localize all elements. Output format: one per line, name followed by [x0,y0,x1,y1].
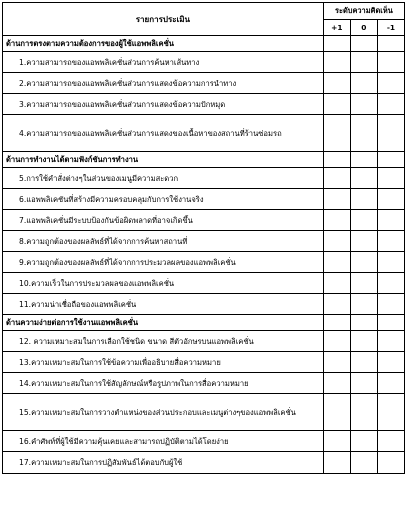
score-cell [323,294,350,315]
score-cell [377,273,404,294]
score-cell [350,315,377,331]
score-cell [323,152,350,168]
item-16: 16.คำศัพท์ที่ผู้ใช้มีความคุ้นเคยและสามารถปฏิบัติตามได้โดยง่าย [3,431,324,452]
score-cell [350,252,377,273]
score-cell [350,331,377,352]
score-cell [377,252,404,273]
score-cell [377,94,404,115]
score-cell [323,210,350,231]
score-cell [350,394,377,431]
score-cell [377,52,404,73]
item-7: 7.แอพพลิเคชั่นมีระบบป้องกันข้อผิดพลาดที่อาจเกิดขึ้น [3,210,324,231]
score-cell [377,315,404,331]
score-cell [323,373,350,394]
score-cell [350,431,377,452]
score-cell [350,231,377,252]
score-cell [323,331,350,352]
item-17: 17.ความเหมาะสมในการปฏิสัมพันธ์ได้ตอบกับผู้ใช้ [3,452,324,474]
score-cell [323,189,350,210]
item-9: 9.ความถูกต้องของผลลัพธ์ที่ได้จากการประมวลผลของแอพพลิเคชั่น [3,252,324,273]
score-cell [350,373,377,394]
score-cell [377,452,404,474]
item-2: 2.ความสามารถของแอพพลิเคชั่นส่วนการแสดงข้อความการนำทาง [3,73,324,94]
section-title-user-needs: ด้านการตรงตามความต้องการของผู้ใช้แอพพลิเคชั่น [3,36,324,52]
score-header-minus1: -1 [377,20,404,36]
score-cell [377,231,404,252]
item-1: 1.ความสามารถของแอพพลิเคชั่นส่วนการค้นหาเส้นทาง [3,52,324,73]
score-cell [350,210,377,231]
score-cell [377,294,404,315]
score-cell [377,73,404,94]
header-evaluation-items: รายการประเมิน [3,3,324,36]
score-cell [350,73,377,94]
header-opinion-level: ระดับความคิดเห็น [323,3,404,20]
score-cell [323,252,350,273]
item-12: 12. ความเหมาะสมในการเลือกใช้ชนิด ขนาด สีตัวอักษรบนแอพพลิเคชั่น [3,331,324,352]
score-cell [350,94,377,115]
score-cell [377,373,404,394]
score-cell [350,294,377,315]
evaluation-table [2,2,405,474]
score-cell [323,394,350,431]
score-cell [323,73,350,94]
score-cell [350,152,377,168]
score-cell [377,352,404,373]
score-cell [377,115,404,152]
score-cell [350,52,377,73]
score-cell [377,394,404,431]
score-cell [377,168,404,189]
score-cell [377,331,404,352]
item-5: 5.การใช้คำสั่งต่างๆในส่วนของเมนูมีความสะดวก [3,168,324,189]
section-title-functionality: ด้านการทำงานได้ตามฟังก์ชันการทำงาน [3,152,324,168]
item-3: 3.ความสามารถของแอพพลิเคชั่นส่วนการแสดงข้อความปักหมุด [3,94,324,115]
score-cell [350,452,377,474]
score-cell [377,431,404,452]
score-cell [377,189,404,210]
section-title-ease-of-use: ด้านความง่ายต่อการใช้งานแอพพลิเคชั่น [3,315,324,331]
item-8: 8.ความถูกต้องของผลลัพธ์ที่ได้จากการค้นหาสถานที่ [3,231,324,252]
score-header-plus1: +1 [323,20,350,36]
score-cell [350,36,377,52]
score-cell [350,115,377,152]
score-cell [350,352,377,373]
score-cell [323,452,350,474]
score-cell [350,189,377,210]
item-14: 14.ความเหมาะสมในการใช้สัญลักษณ์หรือรูปภาพในการสื่อความหมาย [3,373,324,394]
score-cell [323,94,350,115]
score-cell [323,431,350,452]
score-cell [323,52,350,73]
score-cell [350,168,377,189]
score-header-zero: 0 [350,20,377,36]
item-11: 11.ความน่าเชื่อถือของแอพพลิเคชั่น [3,294,324,315]
item-6: 6.แอพพลิเคชันที่สร้างมีความครอบคลุมกับการใช้งานจริง [3,189,324,210]
score-cell [323,273,350,294]
score-cell [377,36,404,52]
item-10: 10.ความเร็วในการประมวลผลของแอพพลิเคชั่น [3,273,324,294]
score-cell [323,168,350,189]
score-cell [377,210,404,231]
item-15: 15.ความเหมาะสมในการวางตำแหน่งของส่วนประกอบและเมนูต่างๆของแอพพลิเคชั่น [3,394,324,431]
item-4: 4.ความสามารถของแอพพลิเคชั่นส่วนการแสดงของเนื้อหาของสถานที่ร้านซ่อมรถ [3,115,324,152]
item-13: 13.ความเหมาะสมในการใช้ข้อความเพื่ออธิบายสื่อความหมาย [3,352,324,373]
score-cell [323,115,350,152]
score-cell [323,352,350,373]
score-cell [323,36,350,52]
score-cell [323,315,350,331]
score-cell [350,273,377,294]
score-cell [377,152,404,168]
score-cell [323,231,350,252]
